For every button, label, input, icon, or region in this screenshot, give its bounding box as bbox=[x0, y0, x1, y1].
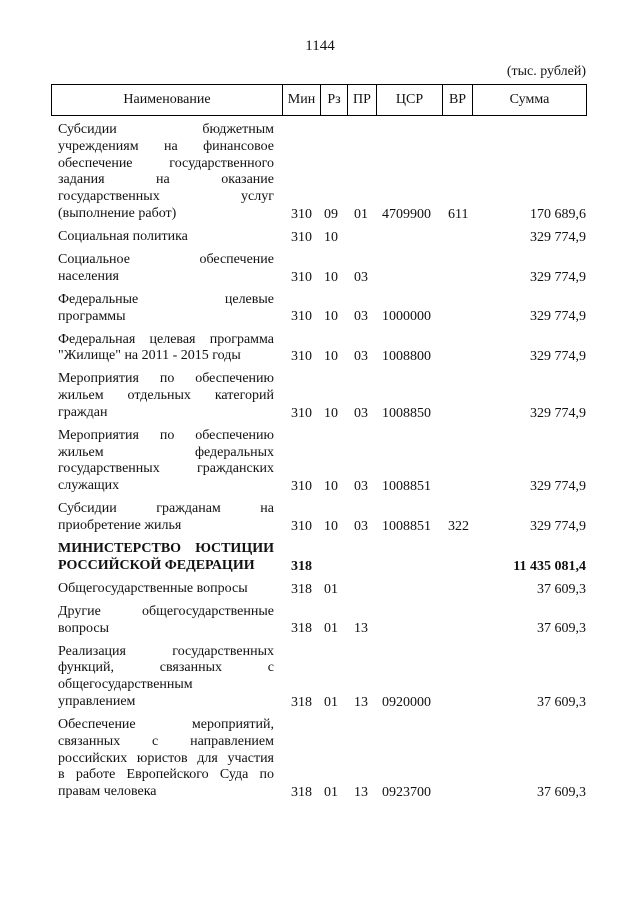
table-row bbox=[0, 717, 640, 801]
row-codes bbox=[0, 518, 640, 535]
row-codes bbox=[0, 206, 640, 223]
row-name-line: Реализация государственных bbox=[58, 643, 274, 659]
row-name-line: Социальное обеспечение bbox=[58, 251, 274, 267]
row-codes bbox=[0, 784, 640, 801]
cell-csr: 1008851 bbox=[382, 518, 431, 534]
row-name-line: задания на оказание bbox=[58, 172, 274, 188]
row-name-line: (выполнение работ) bbox=[58, 205, 177, 221]
cell-rz: 10 bbox=[324, 229, 338, 245]
row-codes bbox=[0, 348, 640, 365]
units-label: (тыс. рублей) bbox=[506, 64, 586, 79]
row-name-line: Субсидии гражданам на bbox=[58, 501, 274, 517]
cell-min: 310 bbox=[291, 349, 312, 365]
table-row bbox=[0, 371, 640, 421]
cell-csr: 1000000 bbox=[382, 309, 431, 325]
row-name-line: в работе Европейского Суда по bbox=[58, 767, 274, 783]
row-name-line: приобретение жилья bbox=[58, 518, 182, 534]
row-name-line: населения bbox=[58, 268, 119, 284]
cell-min: 310 bbox=[291, 518, 312, 534]
page-number: 1144 bbox=[305, 38, 335, 54]
table-row bbox=[0, 604, 640, 638]
header-csr: ЦСР bbox=[376, 85, 442, 115]
cell-rz: 09 bbox=[324, 206, 338, 222]
row-name-line: служащих bbox=[58, 478, 120, 494]
row-codes bbox=[0, 269, 640, 286]
cell-min: 310 bbox=[291, 479, 312, 495]
cell-csr: 1008800 bbox=[382, 349, 431, 365]
header-rz: Рз bbox=[320, 85, 347, 115]
table-row bbox=[0, 581, 640, 598]
cell-sum: 37 609,3 bbox=[537, 784, 586, 800]
row-name-line: программы bbox=[58, 308, 126, 324]
row-name-line: государственных услуг bbox=[58, 189, 274, 205]
row-name-line: управлением bbox=[58, 693, 136, 709]
cell-min: 310 bbox=[291, 206, 312, 222]
row-name-line: МИНИСТЕРСТВО ЮСТИЦИИ bbox=[58, 541, 274, 557]
header-pr: ПР bbox=[347, 85, 376, 115]
table-row bbox=[0, 644, 640, 711]
row-name-line: Мероприятия по обеспечению bbox=[58, 427, 274, 443]
row-name-line: общегосударственным bbox=[58, 677, 193, 693]
cell-min: 318 bbox=[291, 694, 312, 710]
row-name-line: "Жилище" на 2011 - 2015 годы bbox=[58, 348, 241, 364]
table-row bbox=[0, 428, 640, 495]
cell-min: 318 bbox=[291, 558, 312, 574]
cell-sum: 329 774,9 bbox=[530, 309, 586, 325]
cell-rz: 10 bbox=[324, 309, 338, 325]
row-codes bbox=[0, 581, 640, 598]
row-name-line: функций, связанных с bbox=[58, 660, 274, 676]
row-name-line: жильем отдельных категорий bbox=[58, 388, 274, 404]
cell-csr: 4709900 bbox=[382, 206, 431, 222]
row-name-line: Субсидии бюджетным bbox=[58, 122, 274, 137]
table-row bbox=[0, 292, 640, 326]
header-name: Наименование bbox=[123, 92, 211, 107]
row-name-line: связанных с направлением bbox=[58, 733, 274, 749]
row-name-line: Федеральная целевая программа bbox=[58, 331, 274, 347]
cell-csr: 0923700 bbox=[382, 784, 431, 800]
row-codes bbox=[0, 478, 640, 495]
cell-rz: 01 bbox=[324, 784, 338, 800]
row-name-line: государственных гражданских bbox=[58, 461, 274, 477]
row-name-line: РОССИЙСКОЙ ФЕДЕРАЦИИ bbox=[58, 557, 255, 573]
header-vr: ВР bbox=[442, 85, 472, 115]
row-name-line: Общегосударственные вопросы bbox=[58, 580, 248, 596]
cell-min: 310 bbox=[291, 269, 312, 285]
cell-pr: 03 bbox=[354, 479, 368, 495]
cell-rz: 10 bbox=[324, 405, 338, 421]
cell-min: 310 bbox=[291, 309, 312, 325]
row-name-line: Мероприятия по обеспечению bbox=[58, 371, 274, 387]
cell-sum: 329 774,9 bbox=[530, 349, 586, 365]
header-min: Мин bbox=[282, 85, 320, 115]
cell-sum: 329 774,9 bbox=[530, 479, 586, 495]
row-name-line: Другие общегосударственные bbox=[58, 603, 274, 619]
cell-vr: 611 bbox=[448, 206, 469, 222]
row-name-line: жильем федеральных bbox=[58, 444, 274, 460]
table-body bbox=[0, 122, 640, 807]
cell-rz: 01 bbox=[324, 621, 338, 637]
cell-pr: 03 bbox=[354, 269, 368, 285]
header-sum: Сумма bbox=[472, 85, 586, 115]
row-name-line: Обеспечение мероприятий, bbox=[58, 716, 274, 732]
cell-rz: 10 bbox=[324, 518, 338, 534]
row-name-line: Социальная политика bbox=[58, 228, 188, 244]
cell-pr: 01 bbox=[354, 206, 368, 222]
cell-rz: 10 bbox=[324, 269, 338, 285]
cell-min: 318 bbox=[291, 621, 312, 637]
row-codes bbox=[0, 558, 640, 575]
cell-min: 318 bbox=[291, 784, 312, 800]
cell-pr: 03 bbox=[354, 349, 368, 365]
row-codes bbox=[0, 229, 640, 246]
table-row bbox=[0, 229, 640, 246]
cell-pr: 13 bbox=[354, 784, 368, 800]
row-name-line: обеспечение государственного bbox=[58, 155, 274, 171]
row-name-line: граждан bbox=[58, 404, 108, 420]
cell-sum: 329 774,9 bbox=[530, 269, 586, 285]
cell-min: 318 bbox=[291, 581, 312, 597]
table-header bbox=[51, 84, 587, 116]
cell-sum: 37 609,3 bbox=[537, 694, 586, 710]
cell-min: 310 bbox=[291, 229, 312, 245]
cell-sum: 37 609,3 bbox=[537, 581, 586, 597]
cell-sum: 170 689,6 bbox=[530, 206, 586, 222]
table-row bbox=[0, 541, 640, 575]
cell-min: 310 bbox=[291, 405, 312, 421]
row-name-line: правам человека bbox=[58, 784, 157, 800]
row-name-line: Федеральные целевые bbox=[58, 291, 274, 307]
cell-csr: 0920000 bbox=[382, 694, 431, 710]
table-row bbox=[0, 501, 640, 535]
row-codes bbox=[0, 405, 640, 422]
cell-pr: 03 bbox=[354, 518, 368, 534]
cell-csr: 1008850 bbox=[382, 405, 431, 421]
cell-pr: 03 bbox=[354, 309, 368, 325]
cell-csr: 1008851 bbox=[382, 479, 431, 495]
cell-vr: 322 bbox=[448, 518, 469, 534]
cell-sum: 329 774,9 bbox=[530, 229, 586, 245]
cell-sum: 11 435 081,4 bbox=[513, 558, 586, 574]
cell-pr: 03 bbox=[354, 405, 368, 421]
row-name-line: учреждениям на финансовое bbox=[58, 138, 274, 154]
cell-rz: 10 bbox=[324, 349, 338, 365]
cell-rz: 10 bbox=[324, 479, 338, 495]
row-codes bbox=[0, 694, 640, 711]
cell-rz: 01 bbox=[324, 581, 338, 597]
cell-rz: 01 bbox=[324, 694, 338, 710]
cell-sum: 329 774,9 bbox=[530, 405, 586, 421]
row-name-line: российских юристов для участия bbox=[58, 750, 274, 766]
cell-sum: 329 774,9 bbox=[530, 518, 586, 534]
row-name-line: вопросы bbox=[58, 620, 109, 636]
table-row bbox=[0, 332, 640, 366]
cell-pr: 13 bbox=[354, 694, 368, 710]
table-row bbox=[0, 122, 640, 223]
row-codes bbox=[0, 620, 640, 637]
table-row bbox=[0, 252, 640, 286]
row-codes bbox=[0, 308, 640, 325]
cell-sum: 37 609,3 bbox=[537, 621, 586, 637]
cell-pr: 13 bbox=[354, 621, 368, 637]
